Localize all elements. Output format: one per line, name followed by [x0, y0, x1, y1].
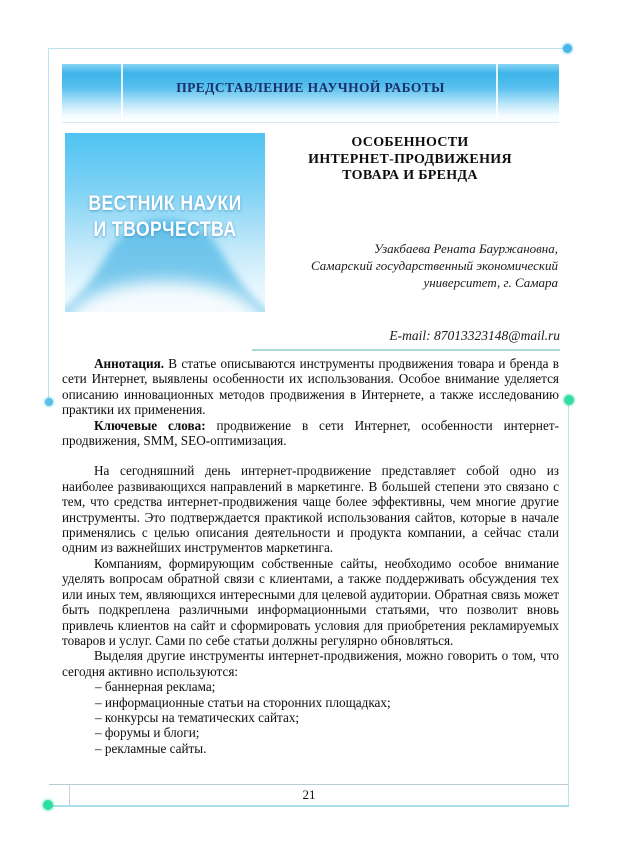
author-name: Узакбаева Рената Бауржановна,: [373, 241, 558, 256]
list-item: – конкурсы на тематических сайтах;: [95, 709, 300, 725]
abstract-label: Аннотация.: [94, 356, 165, 371]
list-item: – форумы и блоги;: [95, 725, 200, 741]
body-paragraph-2: Компаниям, формирующим собственные сайты, необходимо особое внимание уделять вопросам обратной связи с клиентами, а также поддерживать обсуждения тех или иных тем, являющихся интересными для целевой аудитории. Обратная связь может быть подкреплена различными информационными статьями, что позволит вновь привлечь клиентов на сайт и сформировать условия для приобретения рекламируемых товаров и услуг. Сами по себе статьи должны регулярно обновляться.: [62, 555, 559, 648]
list-item: – рекламные сайты.: [95, 740, 207, 756]
keywords-label: Ключевые слова:: [94, 417, 206, 433]
corner-mark-top-right-icon: [563, 44, 572, 53]
article-title: [295, 135, 525, 185]
keywords-paragraph: [62, 418, 559, 449]
email-underline-rule: [252, 349, 560, 351]
author-email: E-mail: 87013323148@mail.ru: [389, 328, 560, 343]
frame-line-right: [568, 400, 569, 806]
article-body: [62, 356, 559, 756]
list-item: – баннерная реклама;: [95, 679, 216, 695]
article-title-line2: ИНТЕРНЕТ-ПРОДВИЖЕНИЯ: [308, 151, 512, 167]
keywords-text: продвижение в сети Интернет, особенности интернет-продвижения, SMM, SEO-оптимизация.: [62, 417, 559, 449]
logo-title-line2: И ТВОРЧЕСТВА: [93, 218, 237, 241]
logo-title: [81, 191, 249, 243]
abstract-paragraph: [62, 356, 559, 418]
promotion-tools-list: [62, 679, 559, 756]
author-affiliation-line1: Самарский государственный экономический: [311, 258, 558, 273]
abstract-text: В статье описываются инструменты продвижения товара и бренда в сети Интернет, выявлены особенности их использования. Особое внимание уделяется описанию инновационных методов продвижения в Интернете, а также исследованию практики их применения.: [62, 356, 559, 418]
article-title-line1: ОСОБЕННОСТИ: [351, 135, 469, 150]
footer-rule: [49, 784, 569, 785]
frame-line-bottom: [48, 805, 569, 807]
author-block: [200, 240, 558, 291]
body-paragraph-1: На сегодняшний день интернет-продвижение представляет собой одно из наиболее развивающихся направлений в маркетинге. В большей степени это связано с тем, что средства интернет-продвижения чаще более эффективны, чем многие другие инструменты. Это подтверждается практикой использования сайтов, которые в начале применялись с целью описания деятельности и продукта компании, а сейчас стали одним из важнейших инструментов маркетинга.: [62, 463, 559, 556]
article-title-line3: ТОВАРА И БРЕНДА: [342, 168, 478, 183]
edge-mark-left-icon: [45, 398, 53, 406]
body-paragraph-3: Выделяя другие инструменты интернет-продвижения, можно говорить о том, что сегодня активно используются:: [62, 648, 559, 679]
section-banner-title: ПРЕДСТАВЛЕНИЕ НАУЧНОЙ РАБОТЫ: [176, 80, 445, 95]
section-banner: [62, 64, 559, 123]
frame-line-top: [49, 48, 568, 49]
list-item: – информационные статьи на сторонних площадках;: [95, 694, 391, 710]
frame-line-left: [48, 48, 49, 403]
edge-mark-right-icon: [564, 395, 574, 405]
author-affiliation-line2: университет, г. Самара: [423, 275, 558, 290]
logo-title-line1: ВЕСТНИК НАУКИ: [88, 192, 242, 215]
page-number: 21: [302, 787, 316, 802]
